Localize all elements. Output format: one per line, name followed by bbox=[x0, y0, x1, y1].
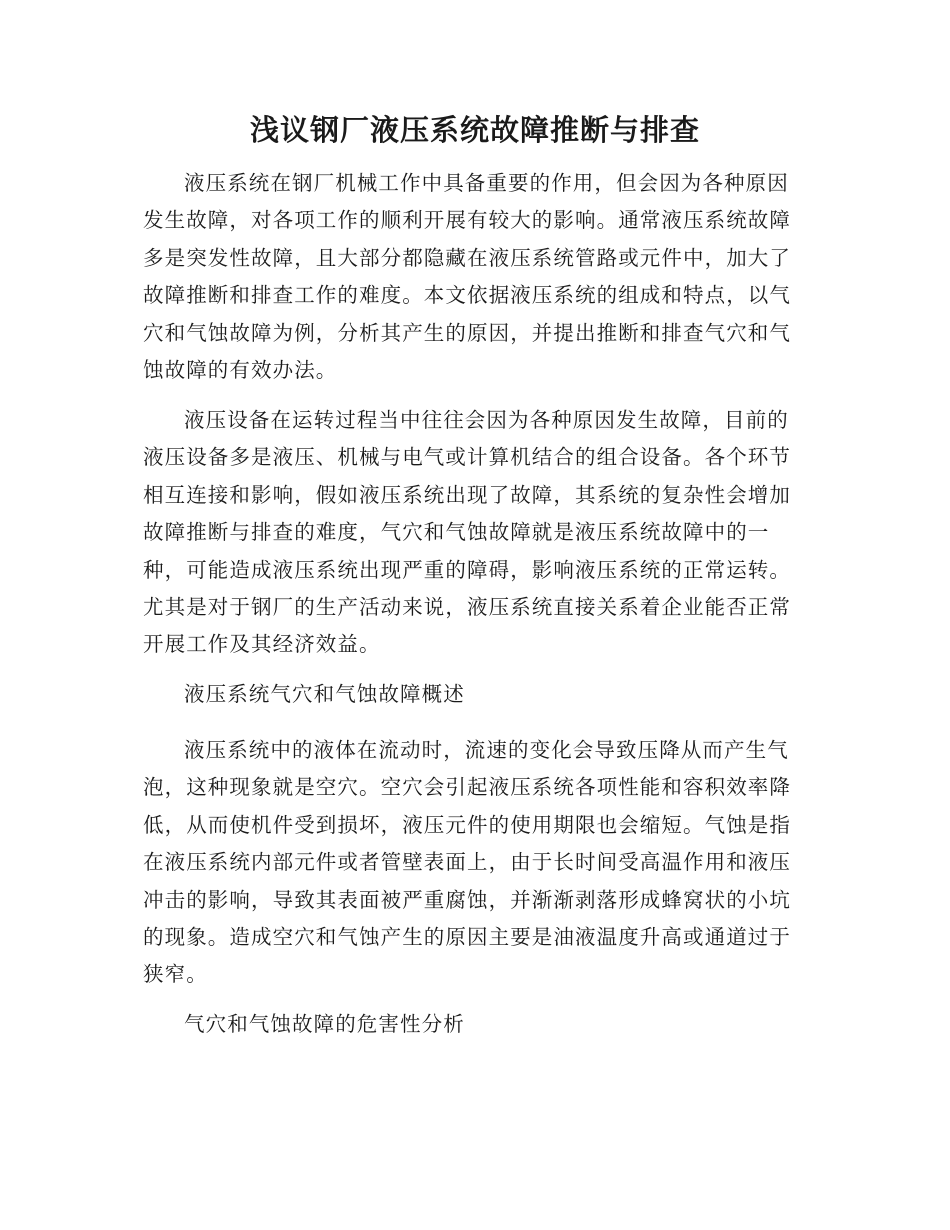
hazard-section-heading: 气穴和气蚀故障的危害性分析 bbox=[184, 1012, 465, 1036]
overview-paragraph: 液压系统中的液体在流动时，流速的变化会导致压降从而产生气泡，这种现象就是空穴。空穴会引起液压系统各项性能和容积效率降低，从而使机件受到损坏，液压元件的使用期限也会缩短。气蚀是指在液压系统内部元件或者管壁表面上，由于长时间受高温作用和液压冲击的影响，导致其表面被严重腐蚀，并渐渐剥落形成蜂窝状的小坑的现象。造成空穴和气蚀产生的原因主要是油液温度升高或通道过于狭窄。 bbox=[143, 738, 791, 987]
overview-section-heading: 液压系统气穴和气蚀故障概述 bbox=[184, 682, 465, 706]
intro-paragraph: 液压系统在钢厂机械工作中具备重要的作用，但会因为各种原因发生故障，对各项工作的顺利开展有较大的影响。通常液压系统故障多是突发性故障，且大部分都隐藏在液压系统管路或元件中，加大了故障推断和排查工作的难度。本文依据液压系统的组成和特点，以气穴和气蚀故障为例，分析其产生的原因，并提出推断和排查气穴和气蚀故障的有效办法。 bbox=[143, 171, 791, 383]
background-paragraph: 液压设备在运转过程当中往往会因为各种原因发生故障，目前的液压设备多是液压、机械与电气或计算机结合的组合设备。各个环节相互连接和影响，假如液压系统出现了故障，其系统的复杂性会增加故障推断与排查的难度，气穴和气蚀故障就是液压系统故障中的一种，可能造成液压系统出现严重的障碍，影响液压系统的正常运转。尤其是对于钢厂的生产活动来说，液压系统直接关系着企业能否正常开展工作及其经济效益。 bbox=[143, 408, 791, 657]
document-title: 浅议钢厂液压系统故障推断与排查 bbox=[249, 113, 700, 147]
